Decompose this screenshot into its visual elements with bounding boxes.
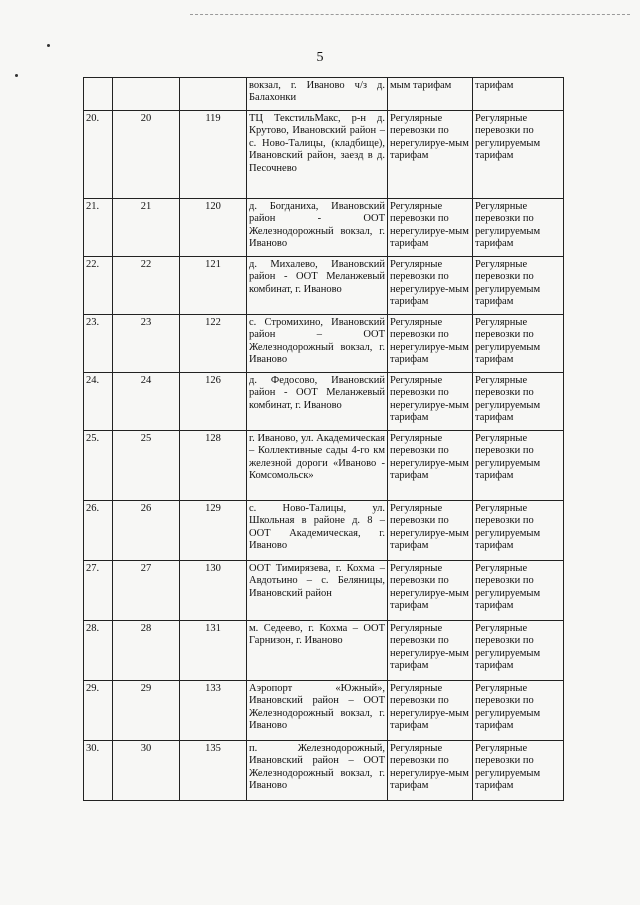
cell-path: д. Богданиха, Ивановский район - ООТ Железнодорожный вокзал, г. Иваново bbox=[247, 199, 388, 257]
cell-path: д. Федосово, Ивановский район - ООТ Меланжевый комбинат, г. Иваново bbox=[247, 373, 388, 431]
scan-speck bbox=[15, 74, 18, 77]
cell-route: 126 bbox=[180, 373, 247, 431]
table-row bbox=[84, 621, 564, 681]
cell-reg: 28 bbox=[113, 621, 180, 681]
cell-type2: Регулярные перевозки по регулируемым тарифам bbox=[473, 621, 564, 681]
cell-path: ООТ Тимирязева, г. Кохма – Авдотьино – с. Беляницы, Ивановский район bbox=[247, 561, 388, 621]
cell-route: 122 bbox=[180, 315, 247, 373]
cell-path: Аэропорт «Южный», Ивановский район – ООТ Железнодорожный вокзал, г. Иваново bbox=[247, 681, 388, 741]
cell-type2: Регулярные перевозки по регулируемым тарифам bbox=[473, 561, 564, 621]
cell-type2: Регулярные перевозки по регулируемым тарифам bbox=[473, 257, 564, 315]
table-row bbox=[84, 431, 564, 501]
cell-type1: Регулярные перевозки по нерегулируе-мым тарифам bbox=[388, 111, 473, 199]
cell-path: г. Иваново, ул. Академическая – Коллективные сады 4-го км железной дороги «Иваново - Комсомольск» bbox=[247, 431, 388, 501]
cell-reg: 29 bbox=[113, 681, 180, 741]
cell-num: 26. bbox=[84, 501, 113, 561]
cell-route: 131 bbox=[180, 621, 247, 681]
cell-num bbox=[84, 78, 113, 111]
cell-reg: 21 bbox=[113, 199, 180, 257]
cell-type2: Регулярные перевозки по регулируемым тарифам bbox=[473, 681, 564, 741]
cell-route: 119 bbox=[180, 111, 247, 199]
cell-type2: Регулярные перевозки по регулируемым тарифам bbox=[473, 501, 564, 561]
cell-num: 27. bbox=[84, 561, 113, 621]
cell-type2: Регулярные перевозки по регулируемым тарифам bbox=[473, 199, 564, 257]
table-row bbox=[84, 199, 564, 257]
table-row bbox=[84, 373, 564, 431]
cell-type1: Регулярные перевозки по нерегулируе-мым тарифам bbox=[388, 257, 473, 315]
cell-path: д. Михалево, Ивановский район - ООТ Меланжевый комбинат, г. Иваново bbox=[247, 257, 388, 315]
cell-reg: 22 bbox=[113, 257, 180, 315]
cell-num: 22. bbox=[84, 257, 113, 315]
cell-reg: 27 bbox=[113, 561, 180, 621]
cell-reg: 26 bbox=[113, 501, 180, 561]
cell-route: 129 bbox=[180, 501, 247, 561]
table-row bbox=[84, 78, 564, 111]
page-number: 5 bbox=[316, 50, 324, 65]
routes-table bbox=[83, 77, 564, 801]
cell-path: п. Железнодорожный, Ивановский район – ООТ Железнодорожный вокзал, г. Иваново bbox=[247, 741, 388, 801]
cell-route: 135 bbox=[180, 741, 247, 801]
cell-route: 133 bbox=[180, 681, 247, 741]
cell-type2: Регулярные перевозки по регулируемым тарифам bbox=[473, 315, 564, 373]
cell-type1: Регулярные перевозки по нерегулируе-мым тарифам bbox=[388, 681, 473, 741]
cell-num: 21. bbox=[84, 199, 113, 257]
cell-route: 121 bbox=[180, 257, 247, 315]
cell-num: 24. bbox=[84, 373, 113, 431]
cell-num: 30. bbox=[84, 741, 113, 801]
cell-type1: Регулярные перевозки по нерегулируе-мым тарифам bbox=[388, 741, 473, 801]
cell-reg bbox=[113, 78, 180, 111]
cell-route: 128 bbox=[180, 431, 247, 501]
scan-artifact-line bbox=[190, 14, 630, 15]
table-row bbox=[84, 561, 564, 621]
cell-type2: тарифам bbox=[473, 78, 564, 111]
cell-reg: 25 bbox=[113, 431, 180, 501]
table-row bbox=[84, 681, 564, 741]
cell-reg: 23 bbox=[113, 315, 180, 373]
cell-route: 120 bbox=[180, 199, 247, 257]
cell-type2: Регулярные перевозки по регулируемым тарифам bbox=[473, 431, 564, 501]
cell-num: 29. bbox=[84, 681, 113, 741]
cell-num: 20. bbox=[84, 111, 113, 199]
cell-type1: Регулярные перевозки по нерегулируе-мым тарифам bbox=[388, 373, 473, 431]
cell-type2: Регулярные перевозки по регулируемым тарифам bbox=[473, 741, 564, 801]
scan-speck bbox=[47, 44, 50, 47]
cell-type2: Регулярные перевозки по регулируемым тарифам bbox=[473, 373, 564, 431]
table-row bbox=[84, 111, 564, 199]
cell-path: ТЦ ТекстильМакс, р-н д. Крутово, Ивановский район – с. Ново-Талицы, (кладбище), Ивановский район, заезд в д. Песочнево bbox=[247, 111, 388, 199]
cell-num: 25. bbox=[84, 431, 113, 501]
table-row bbox=[84, 315, 564, 373]
table-row bbox=[84, 257, 564, 315]
cell-route: 130 bbox=[180, 561, 247, 621]
cell-type2: Регулярные перевозки по регулируемым тарифам bbox=[473, 111, 564, 199]
cell-type1: Регулярные перевозки по нерегулируе-мым тарифам bbox=[388, 621, 473, 681]
cell-route bbox=[180, 78, 247, 111]
table-row bbox=[84, 741, 564, 801]
cell-path: м. Седеево, г. Кохма – ООТ Гарнизон, г. Иваново bbox=[247, 621, 388, 681]
cell-type1: Регулярные перевозки по нерегулируе-мым тарифам bbox=[388, 431, 473, 501]
cell-reg: 24 bbox=[113, 373, 180, 431]
cell-type1: Регулярные перевозки по нерегулируе-мым тарифам bbox=[388, 501, 473, 561]
table-row bbox=[84, 501, 564, 561]
cell-path: вокзал, г. Иваново ч/з д. Балахонки bbox=[247, 78, 388, 111]
cell-path: с. Ново-Талицы, ул. Школьная в районе д. 8 – ООТ Академическая, г. Иваново bbox=[247, 501, 388, 561]
cell-type1: Регулярные перевозки по нерегулируе-мым тарифам bbox=[388, 315, 473, 373]
cell-type1: мым тарифам bbox=[388, 78, 473, 111]
cell-num: 23. bbox=[84, 315, 113, 373]
cell-type1: Регулярные перевозки по нерегулируе-мым тарифам bbox=[388, 199, 473, 257]
cell-path: с. Стромихино, Ивановский район – ООТ Железнодорожный вокзал, г. Иваново bbox=[247, 315, 388, 373]
cell-num: 28. bbox=[84, 621, 113, 681]
cell-reg: 20 bbox=[113, 111, 180, 199]
cell-reg: 30 bbox=[113, 741, 180, 801]
cell-type1: Регулярные перевозки по нерегулируе-мым тарифам bbox=[388, 561, 473, 621]
